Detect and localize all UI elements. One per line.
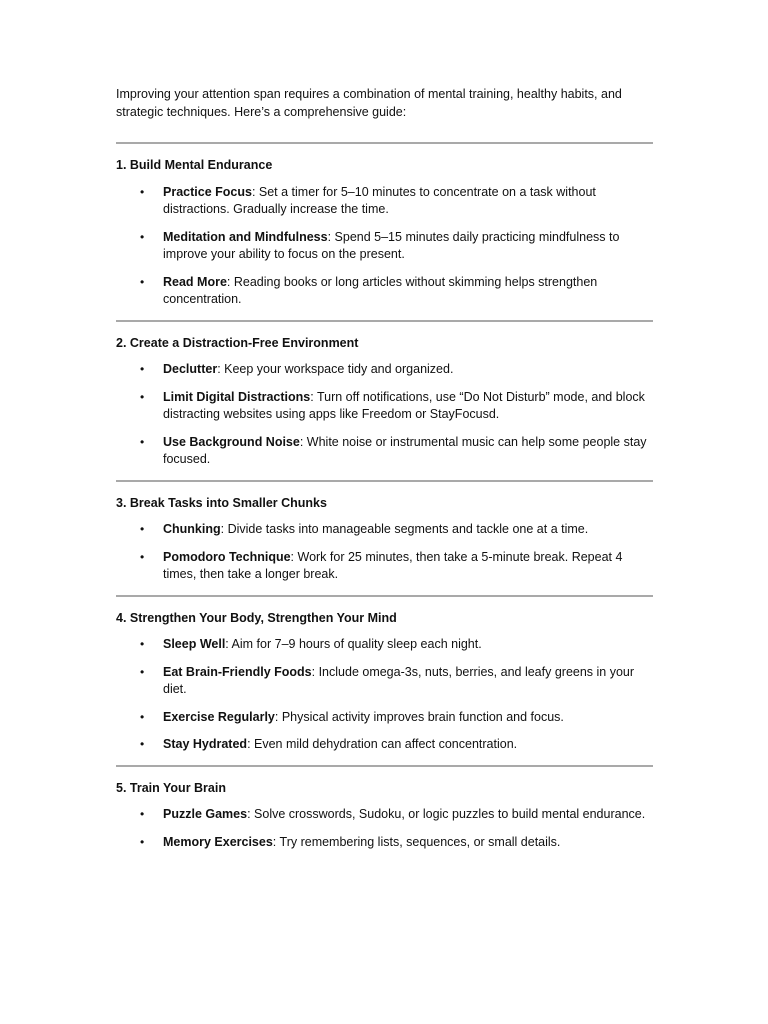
item-term: Stay Hydrated [163,737,248,751]
item-term: Sleep Well [163,637,226,651]
item-text: : Include omega-3s, nuts, berries, and leafy greens in your diet. [163,664,635,696]
section-train-your-brain [116,780,653,852]
item-term: Puzzle Games [163,807,248,821]
item-term: Declutter [163,362,218,376]
bullet-icon: • [140,389,145,404]
section-title: 5. Train Your Brain [116,780,226,795]
section-divider [116,765,653,767]
item-term: Practice Focus [163,184,252,199]
section-title: 4. Strengthen Your Body, Strengthen Your Mind [116,610,397,625]
section-body-and-mind [116,610,653,754]
section-title: 3. Break Tasks into Smaller Chunks [116,495,327,510]
item-term: Use Background Noise [163,434,300,449]
list-item [116,709,653,727]
section-title: 2. Create a Distraction-Free Environment [116,335,359,350]
section-divider [116,595,653,597]
list-item [116,834,653,852]
item-text: : Try remembering lists, sequences, or small details. [272,834,561,849]
bullet-icon: • [140,229,145,244]
item-term: Pomodoro Technique [163,549,291,564]
list-item [116,636,653,654]
list-item [116,389,653,424]
bullet-list [116,361,653,469]
item-text: : Divide tasks into manageable segments and tackle one at a time. [220,522,589,536]
bullet-list [116,521,653,584]
list-item [116,736,653,754]
item-text: : White noise or instrumental music can help some people stay focused. [163,434,647,466]
section-divider [116,320,653,322]
list-item [116,521,653,539]
list-item [116,549,653,584]
list-item [116,806,653,824]
bullet-icon: • [140,362,145,376]
item-text: : Aim for 7–9 hours of quality sleep each night. [225,637,482,651]
item-text: : Keep your workspace tidy and organized. [217,362,454,376]
document-page [116,86,653,862]
section-build-mental-endurance [116,157,653,309]
bullet-icon: • [140,522,145,536]
bullet-icon: • [140,737,145,751]
bullet-icon: • [140,434,145,449]
list-item [116,229,653,264]
bullet-icon: • [140,664,145,679]
item-term: Limit Digital Distractions [163,389,311,404]
bullet-list [116,184,653,309]
intro-paragraph: Improving your attention span requires a combination of mental training, healthy habits, and strategic techniques. Here’s a comprehensive guide: [116,87,622,119]
bullet-icon: • [140,709,145,724]
section-divider [116,142,653,144]
section-divider [116,480,653,482]
item-term: Read More [163,274,227,289]
item-term: Meditation and Mindfulness [163,229,328,244]
list-item [116,184,653,219]
item-text: : Physical activity improves brain function and focus. [274,709,564,724]
item-text: : Set a timer for 5–10 minutes to concentrate on a task without distractions. Gradually increase the time. [163,184,596,216]
item-text: : Solve crosswords, Sudoku, or logic puzzles to build mental endurance. [247,807,646,821]
bullet-icon: • [140,549,145,564]
item-text: : Work for 25 minutes, then take a 5-minute break. Repeat 4 times, then take a longer break. [163,549,623,581]
list-item [116,274,653,309]
item-text: : Even mild dehydration can affect concentration. [247,737,518,751]
item-text: : Spend 5–15 minutes daily practicing mindfulness to improve your ability to focus on the present. [163,229,620,261]
list-item [116,434,653,469]
item-term: Memory Exercises [163,834,273,849]
bullet-icon: • [140,807,145,821]
section-distraction-free-environment [116,335,653,469]
item-term: Exercise Regularly [163,709,275,724]
list-item [116,361,653,379]
bullet-list [116,806,653,851]
section-title: 1. Build Mental Endurance [116,158,273,172]
item-term: Chunking [163,522,221,536]
list-item [116,664,653,699]
bullet-list [116,636,653,754]
bullet-icon: • [140,834,145,849]
item-text: : Turn off notifications, use “Do Not Disturb” mode, and block distracting websites using apps like Freedom or StayFocusd. [163,389,645,421]
bullet-icon: • [140,184,145,199]
bullet-icon: • [140,274,145,289]
section-smaller-chunks [116,495,653,584]
item-text: : Reading books or long articles without skimming helps strengthen concentration. [163,274,598,306]
bullet-icon: • [140,637,145,651]
item-term: Eat Brain-Friendly Foods [163,664,312,679]
